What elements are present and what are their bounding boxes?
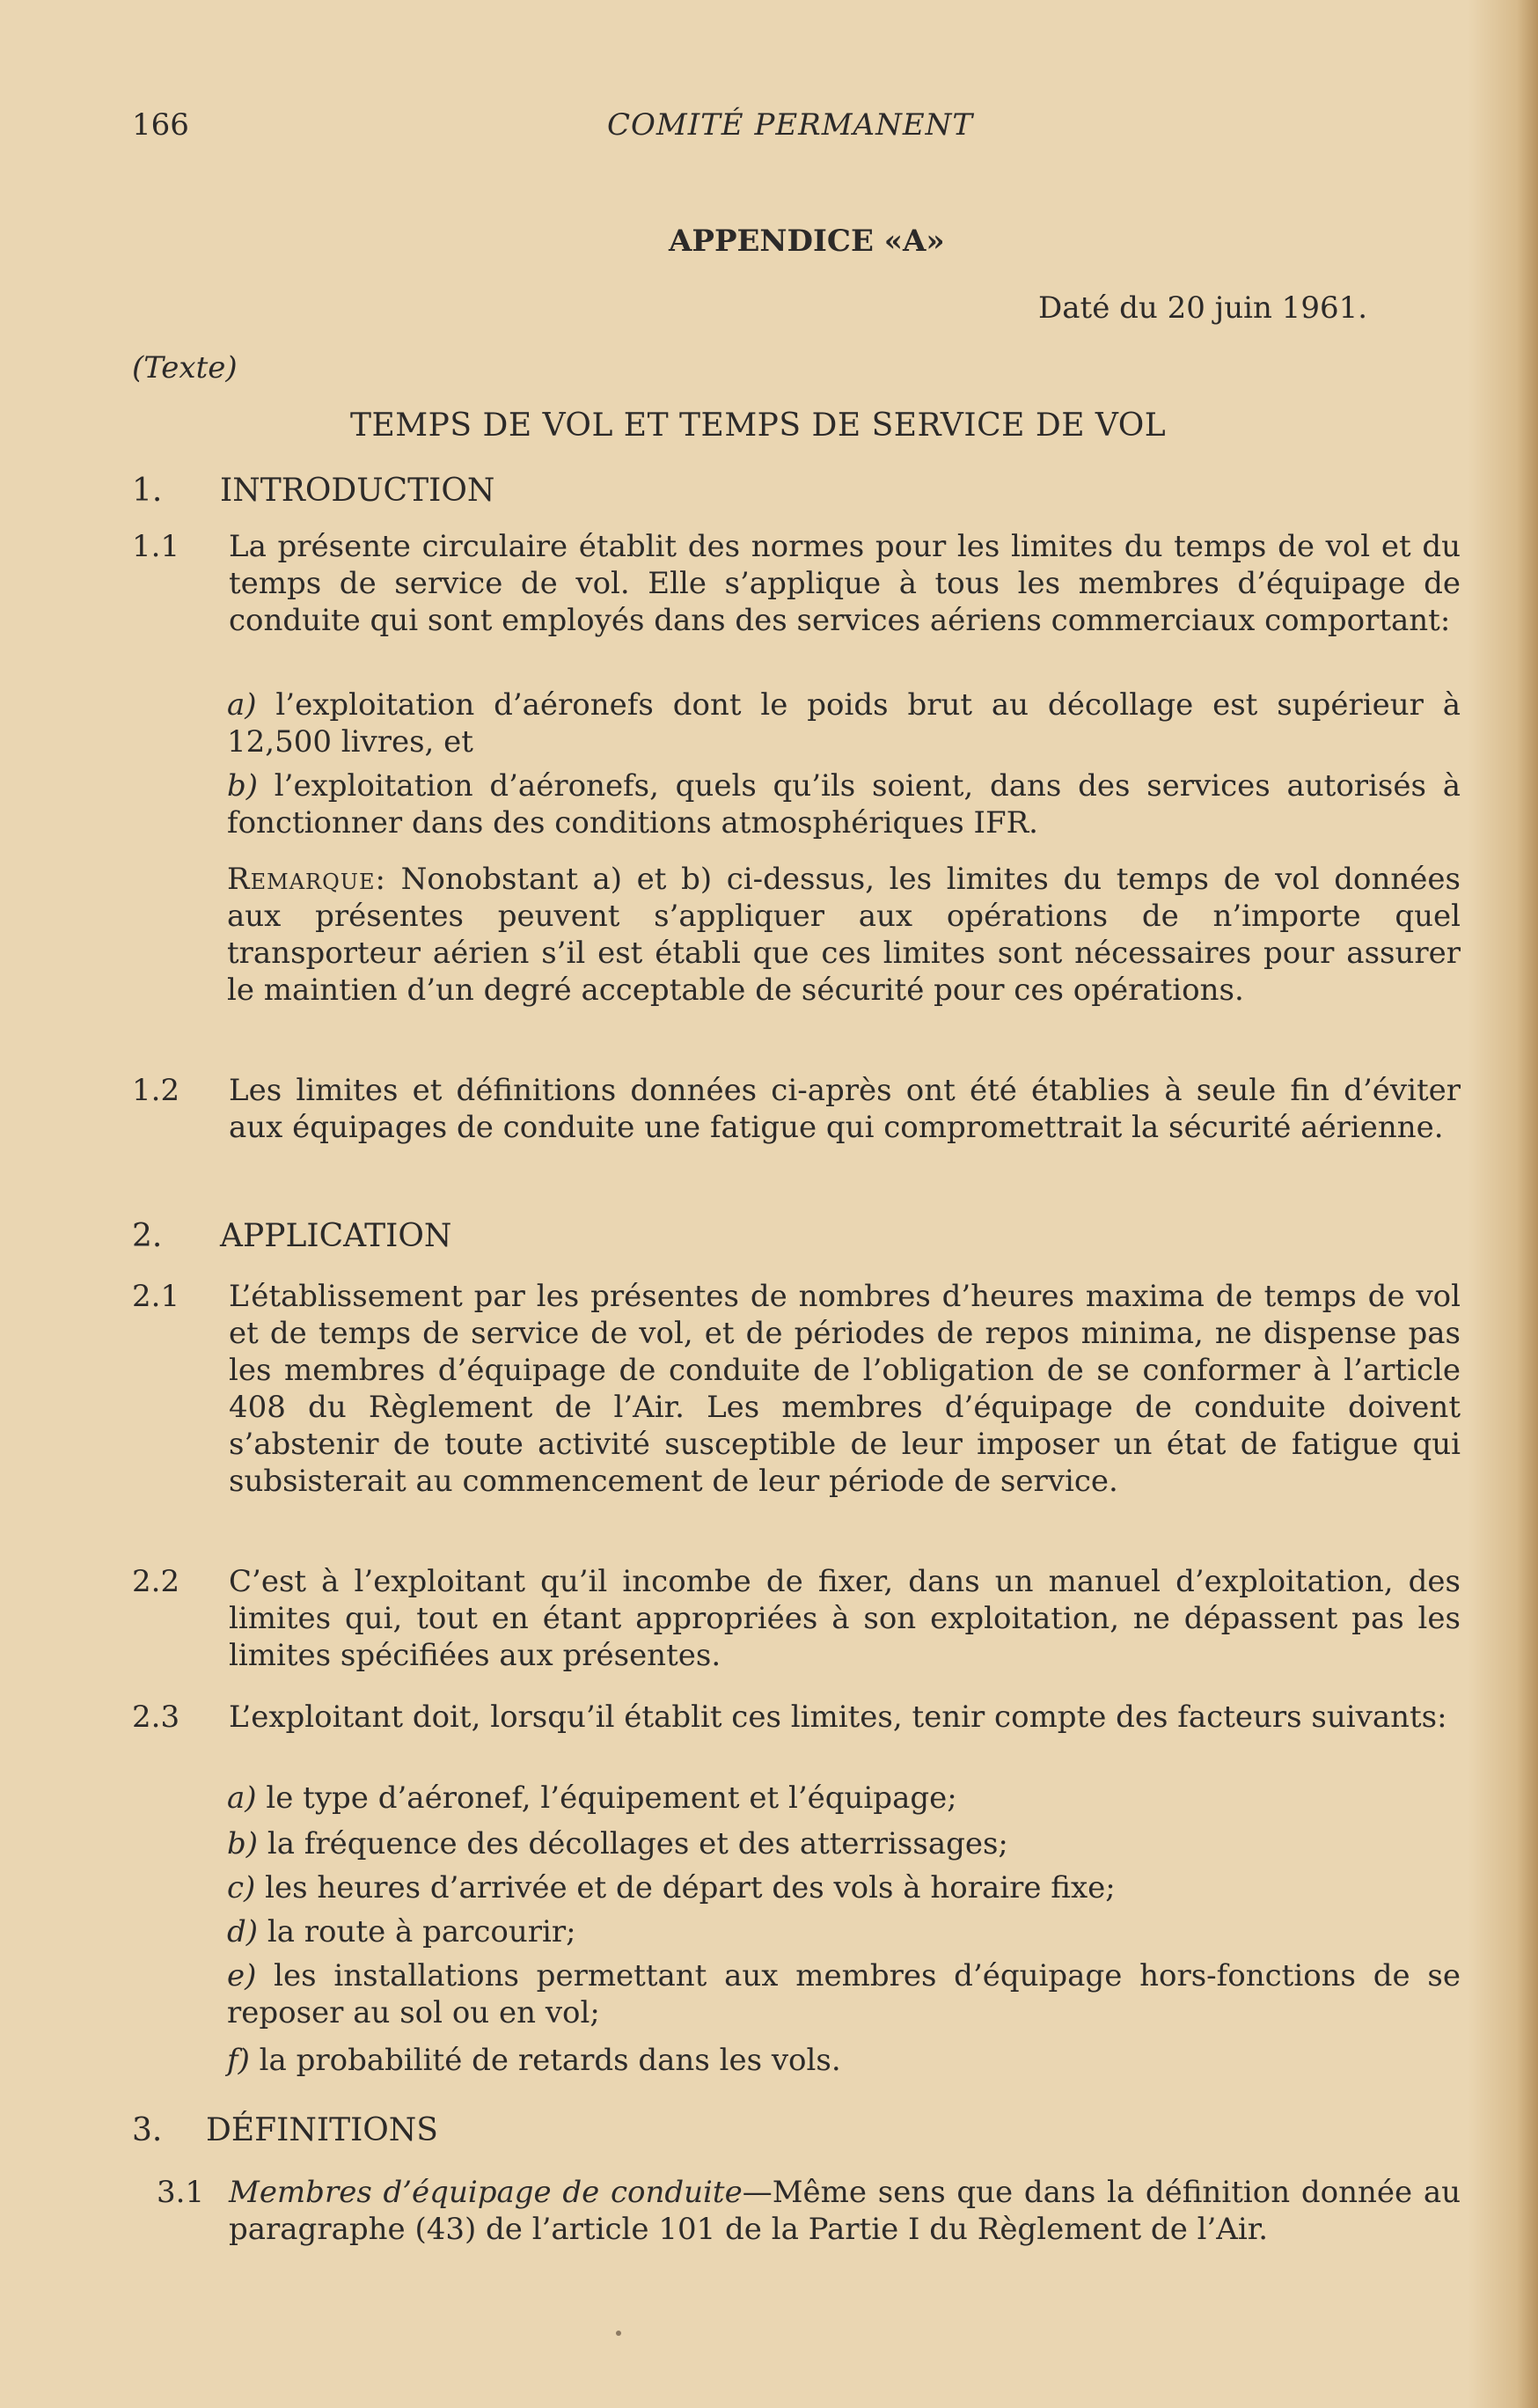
paragraph-number: 1.1 — [132, 529, 180, 564]
item-text: l’exploitation d’aéronefs, quels qu’ils soient, dans des services autorisés à fonctionner dans des conditions atmosphériques IFR. — [227, 768, 1461, 841]
paragraph-text: La présente circulaire établit des normes pour les limites du temps de vol et du temps de service de vol. Elle s’applique à tous les membres d’équipage de conduite qui sont employés dans des services aériens commerciaux comportant: — [229, 529, 1461, 638]
paragraph-text: L’exploitant doit, lorsqu’il établit ces limites, tenir compte des facteurs suivants: — [229, 1700, 1447, 1735]
item-text: les heures d’arrivée et de départ des vols à horaire fixe; — [265, 1870, 1116, 1905]
item-label: e) — [227, 1958, 257, 1993]
main-title: TEMPS DE VOL ET TEMPS DE SERVICE DE VOL — [350, 407, 1167, 444]
remark — [227, 861, 1461, 1009]
journal-title: COMITÉ PERMANENT — [607, 107, 974, 143]
item-text: les installations permettant aux membres d’équipage hors-fonctions de se reposer au sol ou en vol; — [227, 1958, 1461, 2030]
item-text: le type d’aéronef, l’équipement et l’équipage; — [266, 1780, 957, 1816]
paragraph-number: 2.1 — [132, 1279, 180, 1314]
paragraph-number: 3.1 — [157, 2175, 205, 2210]
item-label: a) — [227, 687, 257, 723]
paragraph-text: C’est à l’exploitant qu’il incombe de fixer, dans un manuel d’exploitation, des limites qui, tout en étant appropriées à son exploitation, ne dépassent pas les limites spécifiées aux présentes. — [229, 1564, 1461, 1673]
page-edge-shadow — [1468, 0, 1538, 2408]
appendix-title: APPENDICE «A» — [669, 224, 945, 259]
paragraph-text: Les limites et définitions données ci-après ont été établies à seule fin d’éviter aux équipages de conduite une fatigue qui compromettrait la sécurité aérienne. — [229, 1073, 1461, 1145]
section-number: 3. — [132, 2112, 163, 2148]
running-header — [132, 107, 1452, 143]
definition-text: —Même sens que dans la définition donnée au paragraphe (43) de l’article 101 de la Partie I du Règlement de l’Air. — [229, 2175, 1461, 2247]
section-title: INTRODUCTION — [220, 473, 495, 509]
list-item — [227, 2042, 1461, 2079]
date-line: Daté du 20 juin 1961. — [1038, 290, 1368, 326]
item-label: b) — [227, 1826, 259, 1861]
paragraph-number: 2.3 — [132, 1700, 180, 1735]
remark-text: Nonobstant a) et b) ci-dessus, les limites du temps de vol données aux présentes peuvent s’appliquer aux opérations de n’importe quel transporteur aérien s’il est établi que ces limites sont nécessaires pour assurer le maintien d’un degré acceptable de sécurité pour ces opérations. — [227, 862, 1461, 1008]
section-number: 2. — [132, 1218, 163, 1254]
list-item — [227, 1780, 1461, 1817]
page-number: 166 — [132, 107, 189, 143]
item-label: c) — [227, 1870, 256, 1905]
list-item — [227, 686, 1461, 760]
item-label: d) — [227, 1914, 259, 1949]
paragraph-number: 2.2 — [132, 1564, 180, 1599]
remark-label: Remarque: — [227, 862, 386, 897]
list-item — [227, 1957, 1461, 2031]
paragraph-number: 1.2 — [132, 1073, 180, 1108]
page-speck — [616, 2331, 621, 2336]
list-item — [227, 1869, 1461, 1906]
item-label: b) — [227, 768, 259, 804]
item-text: la route à parcourir; — [267, 1914, 576, 1949]
item-text: l’exploitation d’aéronefs dont le poids brut au décollage est supérieur à 12,500 livres, et — [227, 687, 1461, 760]
list-item — [227, 1825, 1461, 1862]
paragraph-text — [229, 2174, 1461, 2248]
texte-label: (Texte) — [132, 350, 238, 385]
paragraph-text: L’établissement par les présentes de nombres d’heures maxima de temps de vol et de temps de service de vol, et de périodes de repos minima, ne dispense pas les membres d’équipage de conduite de l’obligation de se conformer à l’article 408 du Règlement de l’Air. Les membres d’équipage de conduite doivent s’abstenir de toute activité susceptible de leur imposer un état de fatigue qui subsisterait au commencement de leur période de service. — [229, 1279, 1461, 1499]
item-label: a) — [227, 1780, 257, 1816]
list-item — [227, 767, 1461, 841]
section-title: APPLICATION — [220, 1218, 452, 1254]
section-number: 1. — [132, 473, 163, 509]
section-title: DÉFINITIONS — [206, 2112, 438, 2148]
item-label: f) — [227, 2043, 250, 2078]
item-text: la probabilité de retards dans les vols. — [259, 2043, 841, 2078]
definition-term: Membres d’équipage de conduite — [229, 2175, 743, 2210]
item-text: la fréquence des décollages et des atterrissages; — [267, 1826, 1008, 1861]
list-item — [227, 1913, 1461, 1950]
